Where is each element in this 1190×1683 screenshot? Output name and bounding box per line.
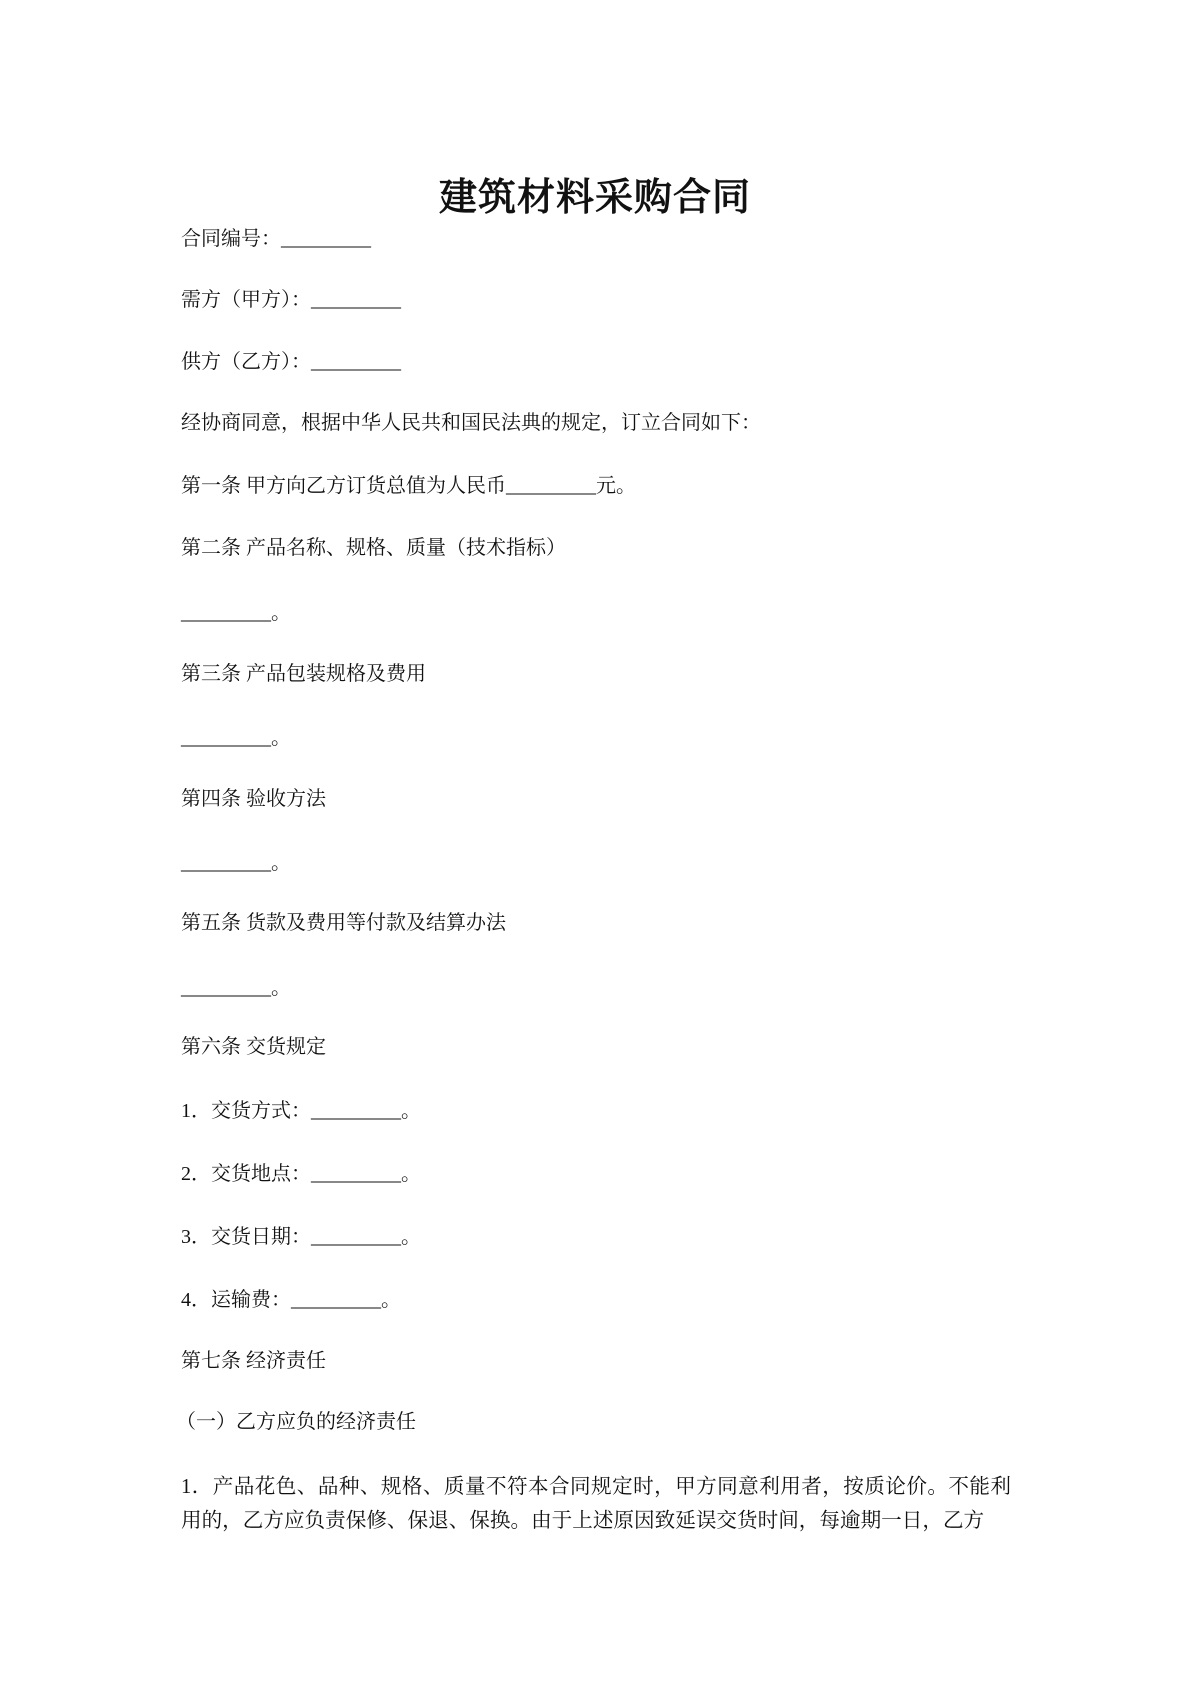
article-3-heading: 第三条 产品包装规格及费用 xyxy=(181,663,426,685)
article-3-blank: _________。 xyxy=(181,727,291,749)
preamble: 经协商同意，根据中华人民共和国民法典的规定，订立合同如下： xyxy=(181,412,761,434)
article-1: 第一条 甲方向乙方订货总值为人民币_________元。 xyxy=(181,475,636,497)
delivery-location: 2．交货地点：_________。 xyxy=(181,1163,421,1185)
article-7-heading: 第七条 经济责任 xyxy=(181,1350,326,1372)
transport-fee: 4．运输费：_________。 xyxy=(181,1289,401,1311)
supplier-line: 供方（乙方）：_________ xyxy=(181,351,401,373)
delivery-method: 1．交货方式：_________。 xyxy=(181,1100,421,1122)
liability-clause-1: 1．产品花色、品种、规格、质量不符本合同规定时，甲方同意利用者，按质论价。不能利用的，乙方应负责保修、保退、保换。由于上述原因致延误交货时间，每逾期一日，乙方 xyxy=(181,1476,1011,1532)
article-4-blank: _________。 xyxy=(181,852,291,874)
document-title: 建筑材料采购合同 xyxy=(438,177,751,219)
supplier-liability-heading: （一）乙方应负的经济责任 xyxy=(176,1411,416,1433)
article-2-heading: 第二条 产品名称、规格、质量（技术指标） xyxy=(181,537,566,559)
buyer-line: 需方（甲方）：_________ xyxy=(181,289,401,311)
article-6-heading: 第六条 交货规定 xyxy=(181,1036,326,1058)
article-4-heading: 第四条 验收方法 xyxy=(181,788,326,810)
article-5-blank: _________。 xyxy=(181,977,291,999)
delivery-date: 3．交货日期：_________。 xyxy=(181,1226,421,1248)
contract-number-line: 合同编号：_________ xyxy=(181,228,371,250)
article-5-heading: 第五条 货款及费用等付款及结算办法 xyxy=(181,912,506,934)
article-2-blank: _________。 xyxy=(181,602,291,624)
